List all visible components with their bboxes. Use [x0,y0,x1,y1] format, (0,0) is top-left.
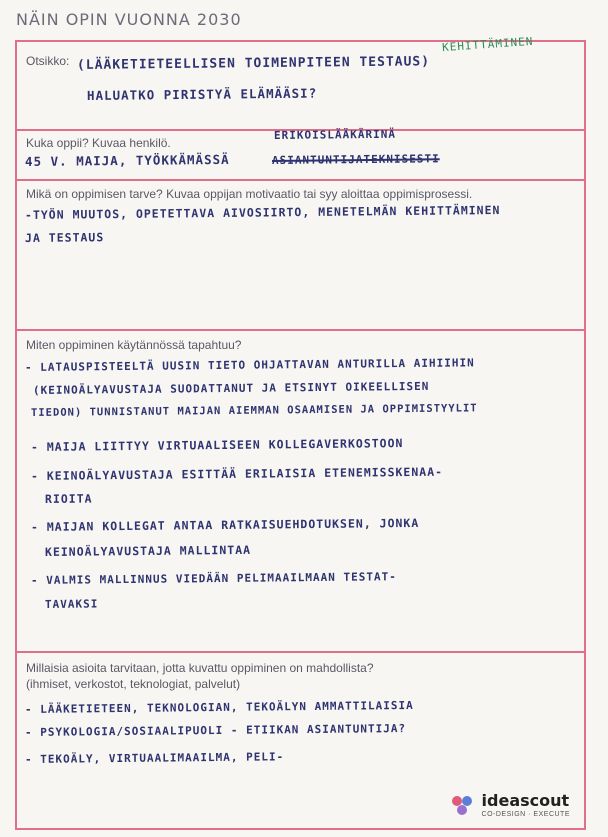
title-line-1: (LÄÄKETIETEELLISEN TOIMENPITEEN TESTAUS) [76,54,431,73]
ideascout-logo [451,793,570,818]
requirements-line-3: - TEKOÄLY, VIRTUAALIMAAILMA, PELI- [24,750,285,766]
title-prompt: Otsikko: [26,54,70,68]
requirements-subprompt: (ihmiset, verkostot, teknologiat, palvelut) [26,677,241,691]
learning-canvas-form [15,34,586,830]
how-section [17,331,584,653]
how-line-9: - VALMIS MALLINNUS VIEDÄÄN PELIMAAILMAAN TESTAT- [30,570,397,587]
page-title: NÄIN OPIN VUONNA 2030 [16,10,242,29]
how-line-5: - KEINOÄLYAVUSTAJA ESITTÄÄ ERILAISIA ETENEMISSKENAA- [30,464,444,483]
learner-section [17,127,584,181]
how-line-3: TIEDON) TUNNISTANUT MAIJAN AIEMMAN OSAAMISEN JA OPPIMISTYYLIT [30,402,478,419]
need-prompt: Mikä on oppimisen tarve? Kuvaa oppijan motivaatio tai syy aloittaa oppimisprosessi. [26,187,473,201]
how-line-1: - LATAUSPISTEELTÄ UUSIN TIETO OHJATTAVAN ANTURILLA AIHIIHIN [24,356,475,374]
title-line-2: HALUATKO PIRISTYÄ ELÄMÄÄSI? [86,85,318,103]
logo-tagline: CO-DESIGN · EXECUTE [481,811,570,818]
requirements-line-1: - LÄÄKETIETEEN, TEKNOLOGIAN, TEKOÄLYN AMMATTILAISIA [24,698,414,716]
requirements-section [17,653,584,828]
need-line-2: JA TESTAUS [24,230,105,245]
learner-line-1: 45 V. MAIJA, TYÖKKÄMÄSSÄ [24,151,230,169]
need-line-1: -TYÖN MUUTOS, OPETETTAVA AIVOSIIRTO, MENETELMÄN KEHITTÄMINEN [24,203,501,222]
how-line-10: TAVAKSI [44,597,99,611]
how-line-6: RIOITA [44,491,93,506]
learner-annotation: ERIKOISLÄÄKÄRINÄ [273,127,397,142]
how-line-4: - MAIJA LIITTYY VIRTUAALISEEN KOLLEGAVERKOSTOON [30,436,404,454]
how-line-2: (KEINOÄLYAVUSTAJA SUODATTANUT JA ETSINYT OIKEELLISEN [32,379,430,397]
title-section [17,34,584,131]
how-line-8: KEINOÄLYAVUSTAJA MALLINTAA [44,542,252,559]
title-annotation: KEHITTÄMINEN [441,34,534,55]
requirements-prompt: Millaisia asioita tarvitaan, jotta kuvattu oppiminen on mahdollista? [26,661,374,675]
learner-line-2: ASIANTUNTIJATEKNISESTI [271,152,440,167]
how-prompt: Miten oppiminen käytännössä tapahtuu? [26,338,242,352]
ideascout-logo-icon [451,795,477,817]
learner-prompt: Kuka oppii? Kuvaa henkilö. [26,136,171,150]
how-line-7: - MAIJAN KOLLEGAT ANTAA RATKAISUEHDOTUKSEN, JONKA [30,515,420,534]
need-section [17,181,584,331]
logo-name: ideascout [481,791,570,810]
requirements-line-2: - PSYKOLOGIA/SOSIAALIPUOLI - ETIIKAN ASIANTUNTIJA? [24,722,407,739]
